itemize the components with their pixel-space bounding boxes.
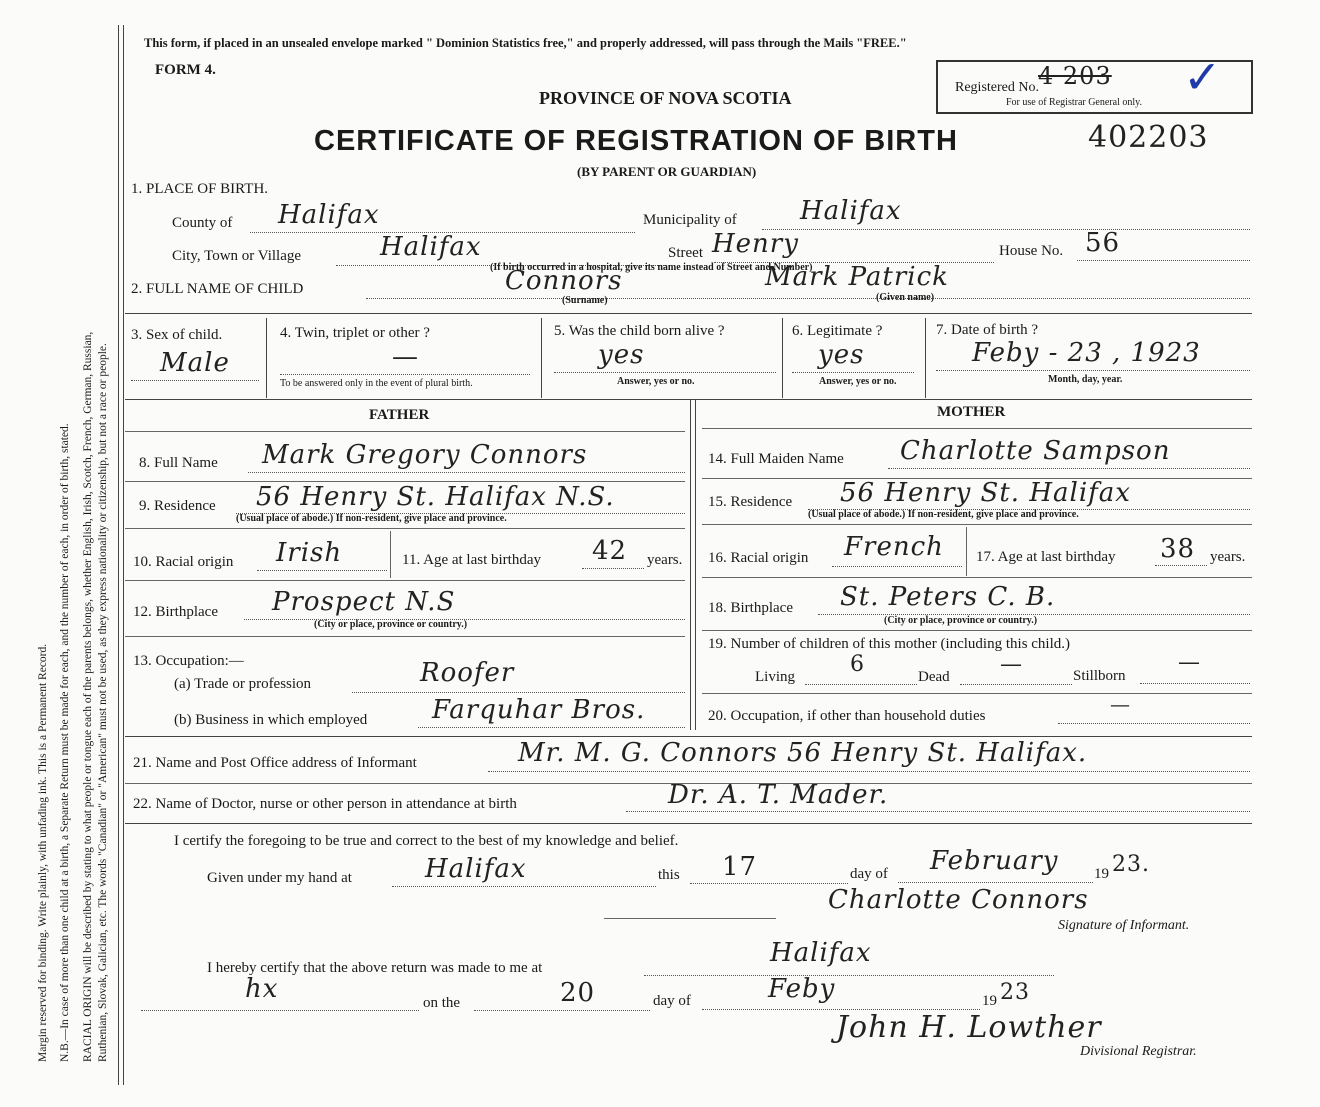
- father-occupation-label: 13. Occupation:—: [133, 653, 244, 669]
- doctor-value: Dr. A. T. Mader.: [668, 780, 889, 810]
- dob-value: Feby - 23 , 1923: [972, 338, 1201, 368]
- city-label: City, Town or Village: [172, 248, 302, 264]
- registrar-signature-caption: Divisional Registrar.: [1080, 1044, 1197, 1059]
- living-value: 6: [850, 652, 865, 677]
- father-trade-label: (a) Trade or profession: [174, 676, 312, 692]
- reg-year-prefix: 19: [982, 993, 997, 1009]
- father-race-value: Irish: [276, 538, 343, 568]
- father-age-unit: years.: [647, 552, 683, 568]
- mother-age-unit: years.: [1210, 549, 1246, 565]
- given-month-value: February: [930, 846, 1059, 876]
- alive-label: 5. Was the child born alive ?: [554, 323, 725, 339]
- registrar-statement: I hereby certify that the above return was made to me at: [207, 960, 543, 976]
- hospital-note: (If birth occurred in a hospital, give its name instead of Street and Number): [490, 262, 813, 273]
- mother-age-value: 38: [1160, 534, 1196, 564]
- sex-label: 3. Sex of child.: [131, 327, 223, 343]
- mother-race-label: 16. Racial origin: [708, 550, 809, 566]
- certify-statement: I certify the foregoing to be true and correct to the best of my knowledge and belief.: [174, 833, 679, 849]
- father-business-value: Farquhar Bros.: [432, 695, 646, 725]
- legitimate-label: 6. Legitimate ?: [792, 323, 883, 339]
- county-label: County of: [172, 215, 233, 231]
- mother-children-label: 19. Number of children of this mother (including this child.): [708, 636, 1071, 652]
- page-subtitle: (BY PARENT OR GUARDIAN): [577, 164, 757, 179]
- margin-line-3: RACIAL ORIGIN will be described by stating to what people or tongue each of the parents belongs, whether English, Irish, Scotch, French, German, Russian,: [82, 331, 94, 1062]
- municipality-label: Municipality of: [643, 212, 737, 228]
- informant-signature-caption: Signature of Informant.: [1058, 918, 1190, 933]
- check-mark-icon: ✓: [1183, 50, 1222, 104]
- mother-birthplace-value: St. Peters C. B.: [840, 582, 1056, 612]
- margin-line-2: N.B.—In case of more than one child at a birth, a Separate Return must be made for each, and the number of each, in order of birth, stated.: [59, 423, 71, 1062]
- living-label: Living: [755, 669, 795, 685]
- house-value: 56: [1085, 228, 1121, 258]
- street-value: Henry: [712, 229, 799, 259]
- twin-label: 4. Twin, triplet or other ?: [280, 325, 430, 341]
- father-birthplace-label: 12. Birthplace: [133, 604, 218, 620]
- registrar-general-note: For use of Registrar General only.: [1006, 97, 1142, 108]
- registrar-place-mark: hx: [245, 974, 279, 1004]
- legitimate-note: Answer, yes or no.: [819, 376, 897, 387]
- father-birthplace-value: Prospect N.S: [272, 587, 456, 617]
- alive-note: Answer, yes or no.: [617, 376, 695, 387]
- surname-caption: (Surname): [562, 295, 608, 306]
- mother-residence-value: 56 Henry St. Halifax: [840, 478, 1131, 508]
- city-value: Halifax: [380, 232, 482, 262]
- mother-occupation-label: 20. Occupation, if other than household duties: [708, 708, 986, 724]
- binding-margin-line: [118, 25, 119, 1085]
- mother-name-value: Charlotte Sampson: [900, 436, 1171, 466]
- province-heading: PROVINCE OF NOVA SCOTIA: [539, 88, 792, 108]
- given-label: Given under my hand at: [207, 870, 352, 886]
- given-year-value: 23.: [1112, 852, 1150, 877]
- father-heading: FATHER: [369, 407, 430, 423]
- child-surname-value: Connors: [505, 266, 623, 296]
- father-residence-value: 56 Henry St. Halifax N.S.: [256, 482, 615, 512]
- registrar-signature: John H. Lowther: [836, 1010, 1102, 1045]
- mother-birthplace-label: 18. Birthplace: [708, 600, 793, 616]
- registrar-month-value: Feby: [768, 974, 836, 1004]
- county-value: Halifax: [278, 200, 380, 230]
- child-name-label: 2. FULL NAME OF CHILD: [131, 281, 304, 297]
- registered-value: 4 203: [1038, 62, 1112, 90]
- binding-margin-line-2: [123, 25, 124, 1085]
- street-label: Street: [668, 245, 703, 261]
- alive-value: yes: [598, 340, 645, 370]
- mail-note: This form, if placed in an unsealed envelope marked " Dominion Statistics free," and properly addressed, will pass through the Mails "FREE.": [144, 36, 907, 50]
- father-age-value: 42: [592, 536, 628, 566]
- registrar-year-value: 23: [1000, 980, 1030, 1005]
- mother-heading: MOTHER: [937, 404, 1006, 420]
- mother-occupation-value: —: [1110, 692, 1131, 716]
- father-age-label: 11. Age at last birthday: [402, 552, 541, 568]
- twin-value: —: [392, 342, 419, 372]
- twin-note: To be answered only in the event of plural birth.: [280, 378, 473, 389]
- given-day-value: 17: [722, 852, 758, 882]
- mother-name-label: 14. Full Maiden Name: [708, 451, 844, 467]
- house-label: House No.: [999, 243, 1064, 259]
- father-business-label: (b) Business in which employed: [174, 712, 368, 728]
- informant-value: Mr. M. G. Connors 56 Henry St. Halifax.: [518, 738, 1088, 768]
- stillborn-value: —: [1178, 650, 1201, 675]
- mother-age-label: 17. Age at last birthday: [976, 549, 1116, 565]
- registrar-day-value: 20: [560, 978, 596, 1008]
- mother-race-value: French: [844, 532, 944, 562]
- mother-residence-note: (Usual place of abode.) If non-resident, give place and province.: [808, 509, 1079, 520]
- margin-line-1: Margin reserved for binding. Write plainly, with unfading ink. This is a Permanent Record.: [37, 643, 49, 1062]
- mother-residence-label: 15. Residence: [708, 494, 793, 510]
- mother-birthplace-note: (City or place, province or country.): [884, 615, 1038, 626]
- dob-label: 7. Date of birth ?: [936, 322, 1039, 338]
- father-name-label: 8. Full Name: [139, 455, 218, 471]
- margin-line-4: Ruthenian, Slovak, Galician, etc. The words "Canadian" or "American" must not be used, as they express nationality or citizenship, but not a race or people.: [97, 343, 109, 1062]
- this-label: this: [658, 867, 680, 883]
- informant-signature: Charlotte Connors: [828, 885, 1089, 915]
- legitimate-value: yes: [818, 340, 865, 370]
- father-name-value: Mark Gregory Connors: [262, 440, 588, 470]
- page-title: CERTIFICATE OF REGISTRATION OF BIRTH: [314, 125, 958, 157]
- form-number: FORM 4.: [155, 62, 216, 78]
- dead-value: —: [1000, 652, 1023, 677]
- stillborn-label: Stillborn: [1073, 668, 1126, 684]
- father-residence-label: 9. Residence: [139, 498, 216, 514]
- year-prefix: 19: [1094, 866, 1109, 882]
- given-place-value: Halifax: [425, 854, 527, 884]
- father-residence-note: (Usual place of abode.) If non-resident, give place and province.: [236, 513, 507, 524]
- dob-note: Month, day, year.: [1048, 374, 1123, 385]
- reg-day-of-label: day of: [653, 993, 691, 1009]
- registered-label: Registered No.: [955, 80, 1039, 95]
- father-birthplace-note: (City or place, province or country.): [314, 619, 468, 630]
- dead-label: Dead: [918, 669, 950, 685]
- given-caption: (Given name): [876, 292, 935, 303]
- registrar-place-value: Halifax: [770, 938, 872, 968]
- father-race-label: 10. Racial origin: [133, 554, 234, 570]
- father-trade-value: Roofer: [420, 658, 515, 688]
- doctor-label: 22. Name of Doctor, nurse or other person in attendance at birth: [133, 796, 517, 812]
- registered-box: [936, 50, 1253, 114]
- child-given-value: Mark Patrick: [765, 262, 949, 292]
- on-the-label: on the: [423, 995, 461, 1011]
- sex-value: Male: [160, 348, 230, 378]
- informant-label: 21. Name and Post Office address of Informant: [133, 755, 417, 771]
- place-of-birth-heading: 1. PLACE OF BIRTH.: [131, 181, 269, 197]
- certificate-number: 402203: [1088, 120, 1209, 155]
- day-of-label: day of: [850, 866, 888, 882]
- municipality-value: Halifax: [800, 196, 902, 226]
